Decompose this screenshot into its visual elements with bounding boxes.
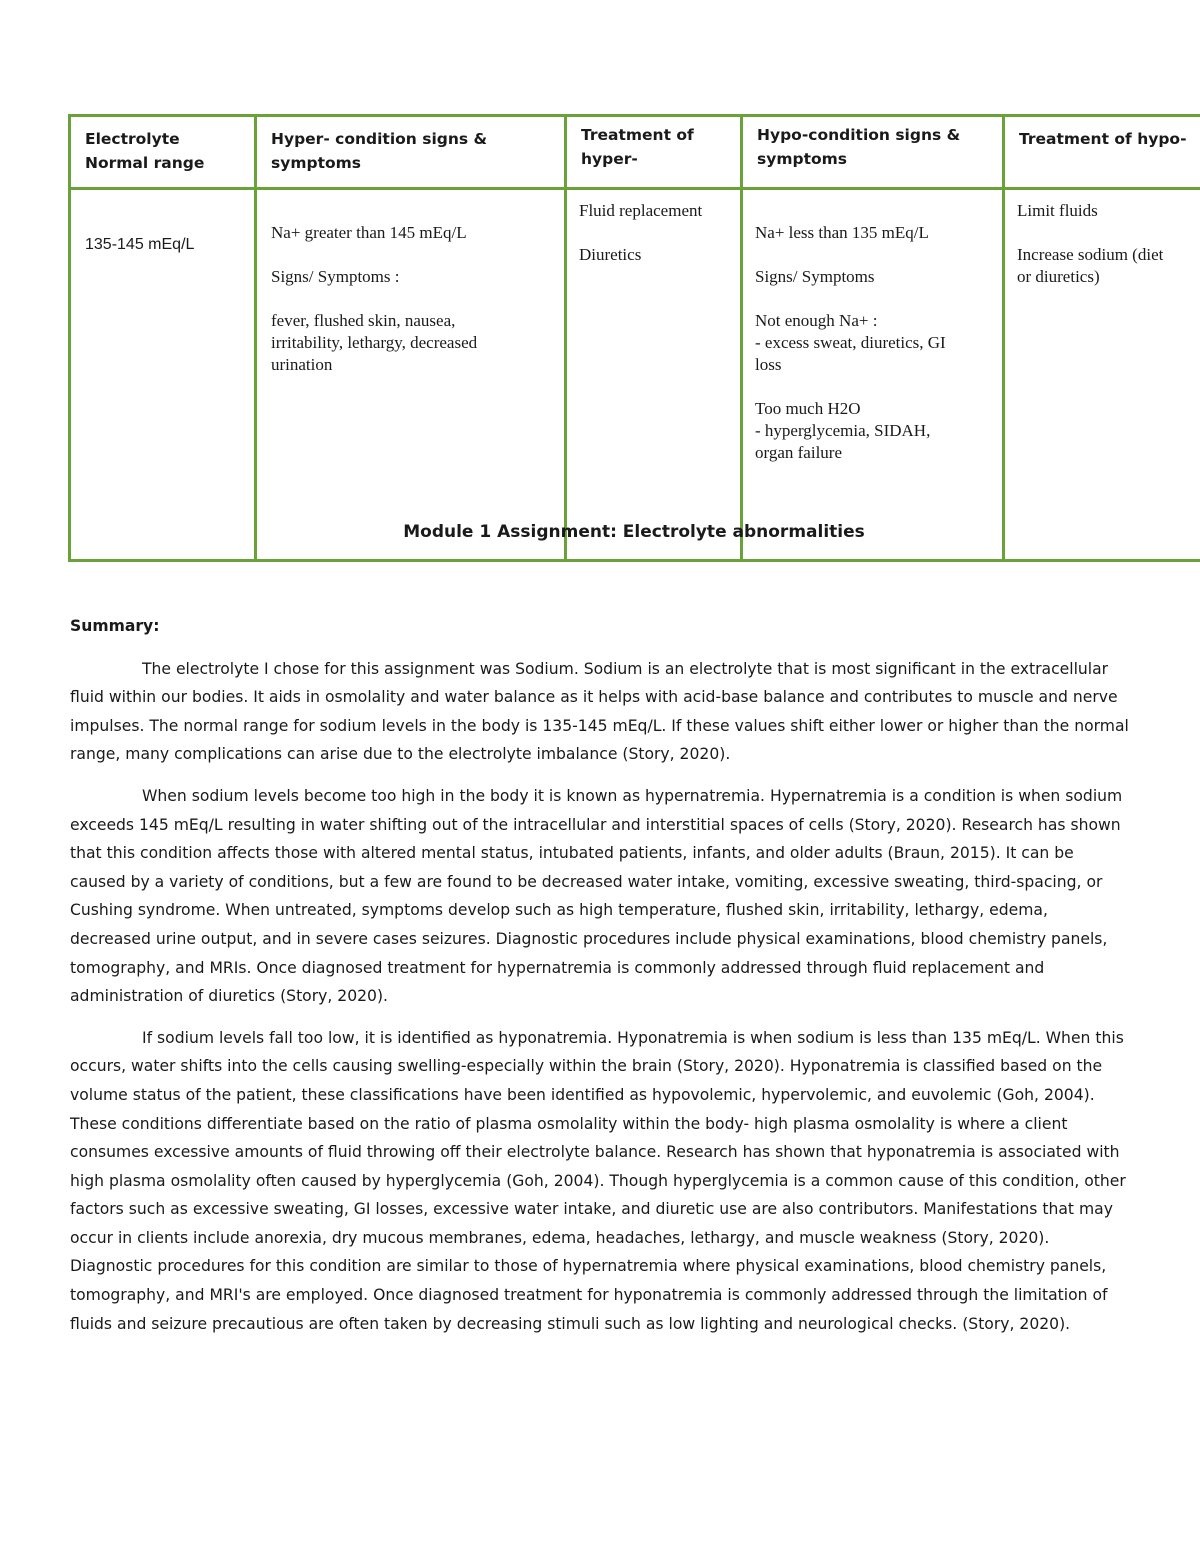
hyper-treatment-cell: [566, 189, 742, 561]
header-hyper-treatment: [566, 116, 742, 189]
paragraph-hypernatremia: When sodium levels become too high in the body it is known as hypernatremia. Hypernatremia is a condition is when sodium exceeds 145 mEq/L resulting in water shifting out of the intracellular and interstitial spaces of cells (Story, 2020). Research has shown that this condition affects those with altered mental status, intubated patients, infants, and older adults (Braun, 2015). It can be caused by a variety of conditions, but a few are found to be decreased water intake, vomiting, excessive sweating, third-spacing, or Cushing syndrome. When untreated, symptoms develop such as high temperature, flushed skin, irritability, lethargy, edema, decreased urine output, and in severe cases seizures. Diagnostic procedures include physical examinations, blood chemistry panels, tomography, and MRIs. Once diagnosed treatment for hypernatremia is commonly addressed through fluid replacement and administration of diuretics (Story, 2020).: [70, 786, 1123, 1006]
hypo-treatment-cell: [1004, 189, 1200, 561]
header-text: Treatment of hypo-: [1019, 130, 1187, 148]
cell-text: Too much H2O: [755, 399, 861, 418]
header-text: Treatment of: [581, 126, 694, 144]
cell-text: loss: [755, 355, 782, 374]
cell-text: Signs/ Symptoms: [755, 267, 875, 286]
page-title: Module 1 Assignment: Electrolyte abnormalities: [403, 522, 865, 542]
header-electrolyte: [70, 116, 256, 189]
summary-heading: Summary:: [70, 617, 160, 635]
paragraph-intro: The electrolyte I chose for this assignment was Sodium. Sodium is an electrolyte that is most significant in the extracellular fluid within our bodies. It aids in osmolality and water balance as it helps with acid-base balance and contributes to muscle and nerve impulses. The normal range for sodium levels in the body is 135-145 mEq/L. If these values shift either lower or higher than the normal range, many complications can arise due to the electrolyte imbalance (Story, 2020).: [70, 659, 1129, 764]
cell-text: Limit fluids: [1017, 201, 1098, 220]
document-body: [70, 612, 1132, 1351]
header-hypo-signs: [742, 116, 1004, 189]
header-text: hyper-: [581, 150, 638, 168]
hyper-signs-cell: [256, 189, 566, 561]
cell-text: organ failure: [755, 443, 843, 462]
header-text: Hypo-condition signs &: [757, 126, 961, 144]
cell-text: Na+ greater than 145 mEq/L: [271, 223, 467, 242]
cell-text: Na+ less than 135 mEq/L: [755, 223, 929, 242]
cell-text: - excess sweat, diuretics, GI: [755, 333, 946, 352]
cell-text: Signs/ Symptoms :: [271, 267, 400, 286]
cell-text: or diuretics): [1017, 267, 1100, 286]
paragraph-hyponatremia: If sodium levels fall too low, it is identified as hyponatremia. Hyponatremia is when sodium is less than 135 mEq/L. When this occurs, water shifts into the cells causing swelling-especially within the brain (Story, 2020). Hyponatremia is classified based on the volume status of the patient, these classifications have been identified as hypovolemic, hypervolemic, and euvolemic (Goh, 2004). These conditions differentiate based on the ratio of plasma osmolality within the body- high plasma osmolality is where a client consumes excessive amounts of fluid throwing off their electrolyte balance. Research has shown that hyponatremia is associated with high plasma osmolality often caused by hyperglycemia (Goh, 2004). Though hyperglycemia is a common cause of this condition, other factors such as excessive sweating, GI losses, excessive water intake, and diuretic use are also contributors. Manifestations that may occur in clients include anorexia, dry mucous membranes, edema, headaches, lethargy, and muscle weakness (Story, 2020). Diagnostic procedures for this condition are similar to those of hypernatremia where physical examinations, blood chemistry panels, tomography, and MRI's are employed. Once diagnosed treatment for hyponatremia is commonly addressed through the limitation of fluids and seizure precautious are often taken by decreasing stimuli such as low lighting and neurological checks. (Story, 2020).: [70, 1028, 1126, 1333]
header-hyper-signs: [256, 116, 566, 189]
cell-text: fever, flushed skin, nausea,: [271, 311, 456, 330]
cell-text: urination: [271, 355, 333, 374]
cell-text: Not enough Na+ :: [755, 311, 878, 330]
cell-text: - hyperglycemia, SIDAH,: [755, 421, 931, 440]
hypo-signs-cell: [742, 189, 1004, 561]
normal-range-cell: [70, 189, 256, 561]
electrolyte-table-container: [68, 114, 1200, 562]
header-hypo-treatment: [1004, 116, 1200, 189]
header-text: symptoms: [757, 150, 848, 168]
normal-range-value: 135-145 mEq/L: [85, 236, 195, 253]
header-text: Hyper- condition signs &: [271, 130, 488, 148]
cell-text: Fluid replacement: [579, 201, 703, 220]
header-text: Electrolyte: [85, 130, 180, 148]
cell-text: Diuretics: [579, 245, 642, 264]
header-text: symptoms: [271, 154, 362, 172]
electrolyte-table: [68, 114, 1200, 562]
cell-text: irritability, lethargy, decreased: [271, 333, 478, 352]
cell-text: Increase sodium (diet: [1017, 245, 1164, 264]
header-text: Normal range: [85, 154, 205, 172]
table-header-row: [70, 116, 1200, 189]
table-row: [70, 189, 1200, 561]
